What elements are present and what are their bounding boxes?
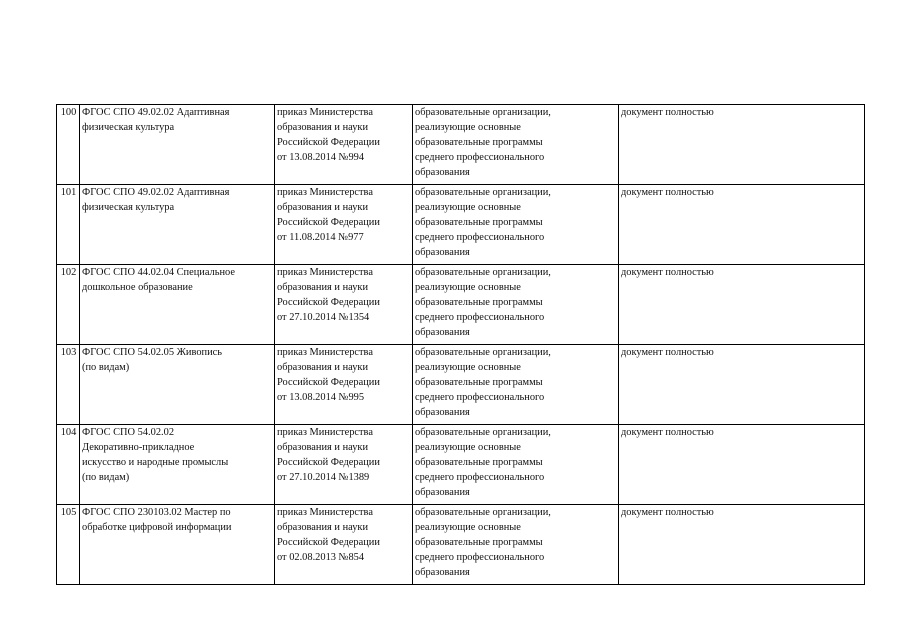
extent-cell: документ полностью	[619, 105, 865, 185]
row-number: 105	[57, 505, 80, 585]
standard-cell: ФГОС СПО 44.02.04 Специальное дошкольное образование	[80, 265, 275, 345]
standard-cell: ФГОС СПО 49.02.02 Адаптивная физическая культура	[80, 105, 275, 185]
row-number: 101	[57, 185, 80, 265]
table-row	[57, 505, 865, 585]
scope-cell: образовательные организации, реализующие основные образовательные программы среднего профессионального образования	[413, 265, 619, 345]
order-cell: приказ Министерства образования и науки Российской Федерации от 02.08.2013 №854	[275, 505, 413, 585]
standard-cell: ФГОС СПО 49.02.02 Адаптивная физическая культура	[80, 185, 275, 265]
table-row	[57, 265, 865, 345]
scope-cell: образовательные организации, реализующие основные образовательные программы среднего профессионального образования	[413, 185, 619, 265]
order-cell: приказ Министерства образования и науки Российской Федерации от 13.08.2014 №995	[275, 345, 413, 425]
standard-cell: ФГОС СПО 54.02.05 Живопись (по видам)	[80, 345, 275, 425]
table-row	[57, 425, 865, 505]
row-number: 100	[57, 105, 80, 185]
order-cell: приказ Министерства образования и науки Российской Федерации от 11.08.2014 №977	[275, 185, 413, 265]
scope-cell: образовательные организации, реализующие основные образовательные программы среднего профессионального образования	[413, 345, 619, 425]
extent-cell: документ полностью	[619, 345, 865, 425]
extent-cell: документ полностью	[619, 505, 865, 585]
row-number: 103	[57, 345, 80, 425]
scope-cell: образовательные организации, реализующие основные образовательные программы среднего профессионального образования	[413, 505, 619, 585]
extent-cell: документ полностью	[619, 265, 865, 345]
order-cell: приказ Министерства образования и науки Российской Федерации от 27.10.2014 №1354	[275, 265, 413, 345]
scope-cell: образовательные организации, реализующие основные образовательные программы среднего профессионального образования	[413, 105, 619, 185]
extent-cell: документ полностью	[619, 425, 865, 505]
table-row	[57, 185, 865, 265]
standard-cell: ФГОС СПО 230103.02 Мастер по обработке цифровой информации	[80, 505, 275, 585]
order-cell: приказ Министерства образования и науки Российской Федерации от 13.08.2014 №994	[275, 105, 413, 185]
standard-cell: ФГОС СПО 54.02.02 Декоративно-прикладное искусство и народные промыслы (по видам)	[80, 425, 275, 505]
extent-cell: документ полностью	[619, 185, 865, 265]
row-number: 102	[57, 265, 80, 345]
standards-table	[56, 104, 865, 585]
scope-cell: образовательные организации, реализующие основные образовательные программы среднего профессионального образования	[413, 425, 619, 505]
row-number: 104	[57, 425, 80, 505]
table-row	[57, 345, 865, 425]
table-row	[57, 105, 865, 185]
order-cell: приказ Министерства образования и науки Российской Федерации от 27.10.2014 №1389	[275, 425, 413, 505]
